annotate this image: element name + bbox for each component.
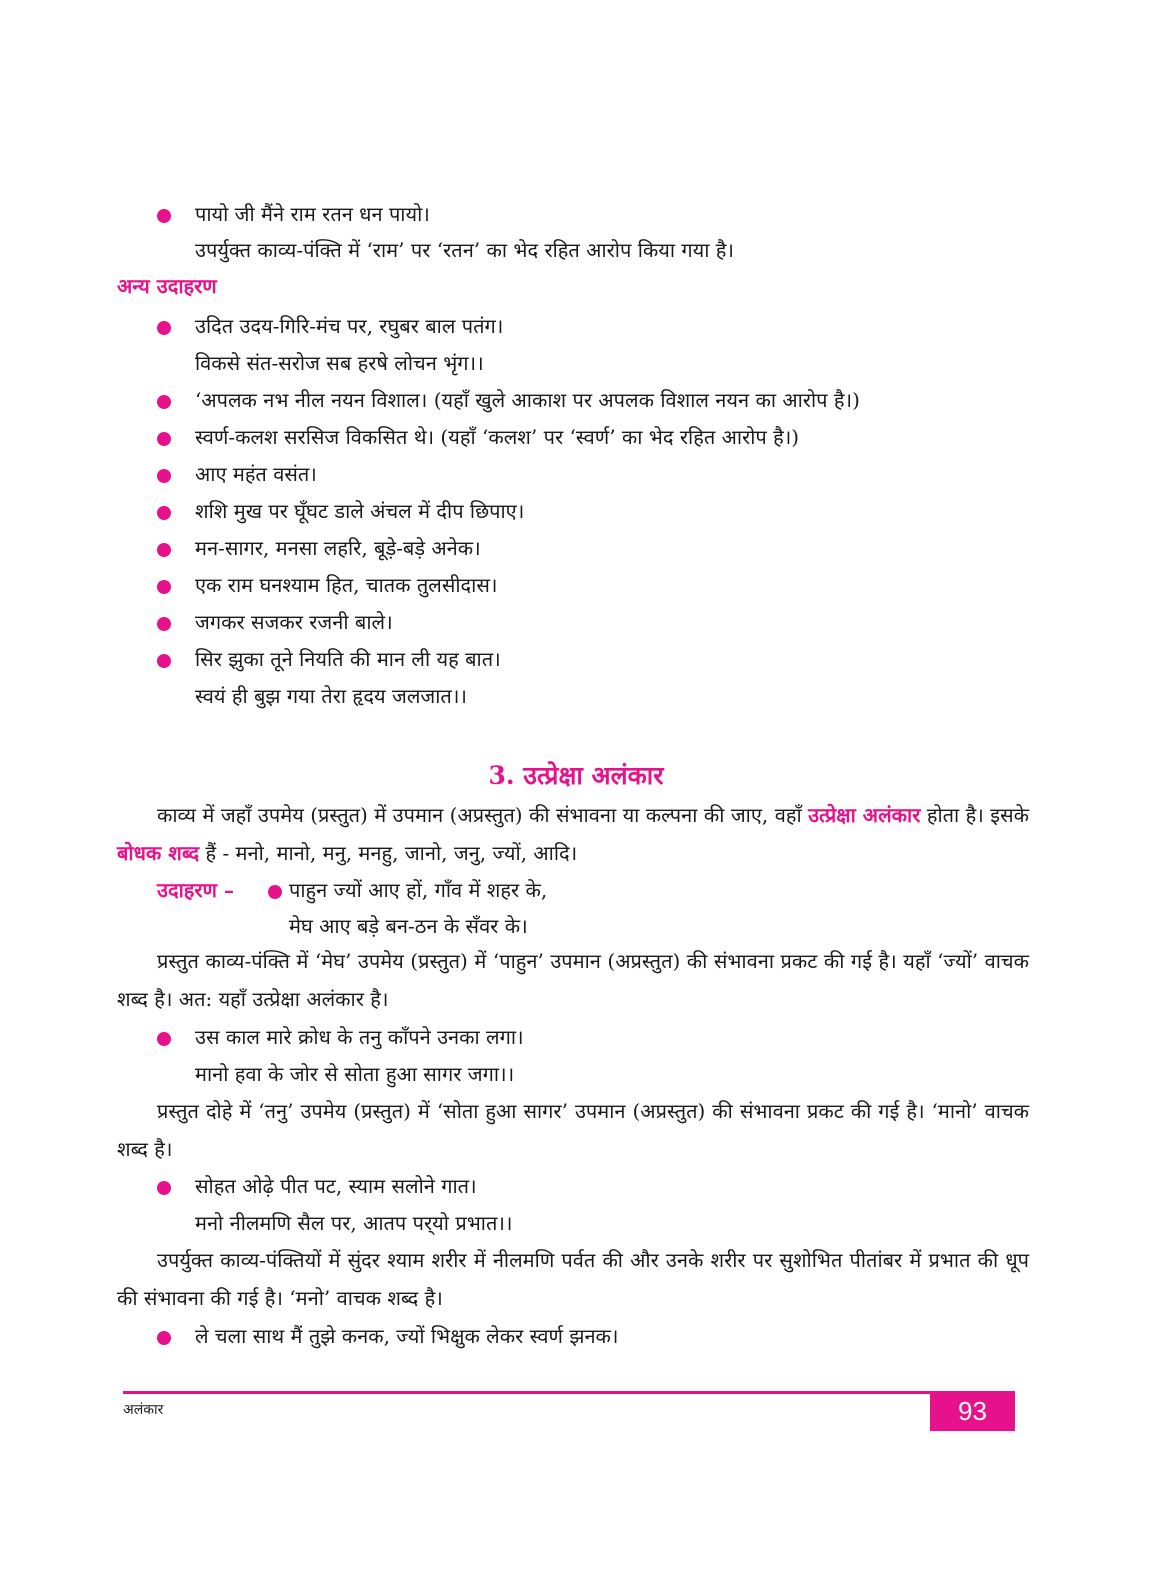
- explanation-text: उपर्युक्त काव्य-पंक्ति में ‘राम’ पर ‘रतन’ का भेद रहित आरोप किया गया है।: [195, 238, 734, 262]
- explanation-paragraph: उपर्युक्त काव्य-पंक्तियों में सुंदर श्याम शरीर में नीलमणि पर्वत की और उनके शरीर पर सुशोभित पीतांबर में प्रभात की धूप की संभावना की गई है। ‘मनो’ वाचक शब्द है।: [117, 1248, 1029, 1310]
- list-item-continuation: विकसे संत-सरोज सब हरषे लोचन भृंग।।: [195, 351, 484, 375]
- example-verse: उस काल मारे क्रोध के तनु काँपने उनका लगा।: [195, 1025, 524, 1049]
- example-label: उदाहरण –: [157, 878, 234, 902]
- verse-line: पायो जी मैंने राम रतन धन पायो।: [195, 202, 430, 226]
- bullet-icon: [268, 885, 282, 899]
- definition-text: होता है। इसके: [920, 803, 1030, 827]
- bullet-icon: [157, 395, 171, 409]
- list-item: जगकर सजकर रजनी बाले।: [195, 610, 393, 634]
- list-item: ‘अपलक नभ नील नयन विशाल। (यहाँ खुले आकाश पर अपलक विशाल नयन का आरोप है।): [195, 388, 860, 412]
- bullet-icon: [157, 321, 171, 335]
- list-item: एक राम घनश्याम हित, चातक तुलसीदास।: [195, 573, 498, 597]
- definition-paragraph: [117, 796, 1029, 872]
- bullet-icon: [157, 1181, 171, 1195]
- section-heading-other-examples: अन्य उदाहरण: [117, 274, 217, 298]
- bullet-icon: [157, 654, 171, 668]
- list-item: स्वर्ण-कलश सरसिज विकसित थे। (यहाँ ‘कलश’ पर ‘स्वर्ण’ का भेद रहित आरोप है।): [195, 425, 800, 449]
- list-item: मन-सागर, मनसा लहरि, बूड़े-बड़े अनेक।: [195, 536, 481, 560]
- explanation-paragraph: प्रस्तुत दोहे में ‘तनु’ उपमेय (प्रस्तुत) में ‘सोता हुआ सागर’ उपमान (अप्रस्तुत) की संभावना प्रकट की गई है। ‘मानो’ वाचक शब्द है।: [117, 1099, 1029, 1161]
- bullet-icon: [157, 432, 171, 446]
- bullet-icon: [157, 1032, 171, 1046]
- bullet-icon: [157, 469, 171, 483]
- example-verse-continuation: मानो हवा के जोर से सोता हुआ सागर जगा।।: [195, 1062, 515, 1086]
- definition-text: काव्य में जहाँ उपमेय (प्रस्तुत) में उपमान (अप्रस्तुत) की संभावना या कल्पना की जाए, वहाँ: [157, 803, 809, 827]
- definition-text: हैं - मनो, मानो, मनु, मनहु, जानो, जनु, ज्यों, आदि।: [199, 841, 578, 865]
- example-verse-continuation: मनो नीलमणि सैल पर, आतप पर्‌यो प्रभात।।: [195, 1211, 513, 1235]
- page-number: 93: [958, 1395, 987, 1426]
- term-utpreksha-alankar: उत्प्रेक्षा अलंकार: [808, 803, 921, 827]
- bullet-icon: [157, 617, 171, 631]
- bullet-icon: [157, 506, 171, 520]
- bullet-icon: [157, 580, 171, 594]
- example-verse: ले चला साथ मैं तुझे कनक, ज्यों भिक्षुक लेकर स्वर्ण झनक।: [195, 1324, 619, 1348]
- example-verse-continuation: मेघ आए बड़े बन-ठन के सँवर के।: [289, 914, 528, 938]
- example-verse: सोहत ओढ़े पीत पट, स्याम सलोने गात।: [195, 1174, 477, 1198]
- footer-rule: [123, 1391, 1015, 1394]
- example-verse: पाहुन ज्यों आए हों, गाँव में शहर के,: [289, 878, 548, 902]
- footer-chapter-name: अलंकार: [123, 1402, 164, 1418]
- list-item: शशि मुख पर घूँघट डाले अंचल में दीप छिपाए।: [195, 499, 525, 523]
- bullet-icon: [157, 1331, 171, 1345]
- list-item: आए महंत वसंत।: [195, 462, 317, 486]
- page-number-badge: [930, 1391, 1015, 1431]
- list-item: सिर झुका तूने नियति की मान ली यह बात।: [195, 647, 501, 671]
- explanation-paragraph: प्रस्तुत काव्य-पंक्ति में ‘मेघ’ उपमेय (प्रस्तुत) में ‘पाहुन’ उपमान (अप्रस्तुत) की संभावना प्रकट की गई है। यहाँ ‘ज्यों’ वाचक शब्द है। अत: यहाँ उत्प्रेक्षा अलंकार है।: [117, 949, 1029, 1011]
- term-bodhak-shabd: बोधक शब्द: [117, 841, 200, 865]
- list-item-continuation: स्वयं ही बुझ गया तेरा हृदय जलजात।।: [195, 684, 467, 708]
- list-item: उदित उदय-गिरि-मंच पर, रघुबर बाल पतंग।: [195, 314, 504, 338]
- section-title: 3. उत्प्रेक्षा अलंकार: [488, 761, 664, 790]
- bullet-icon: [157, 209, 171, 223]
- bullet-icon: [157, 543, 171, 557]
